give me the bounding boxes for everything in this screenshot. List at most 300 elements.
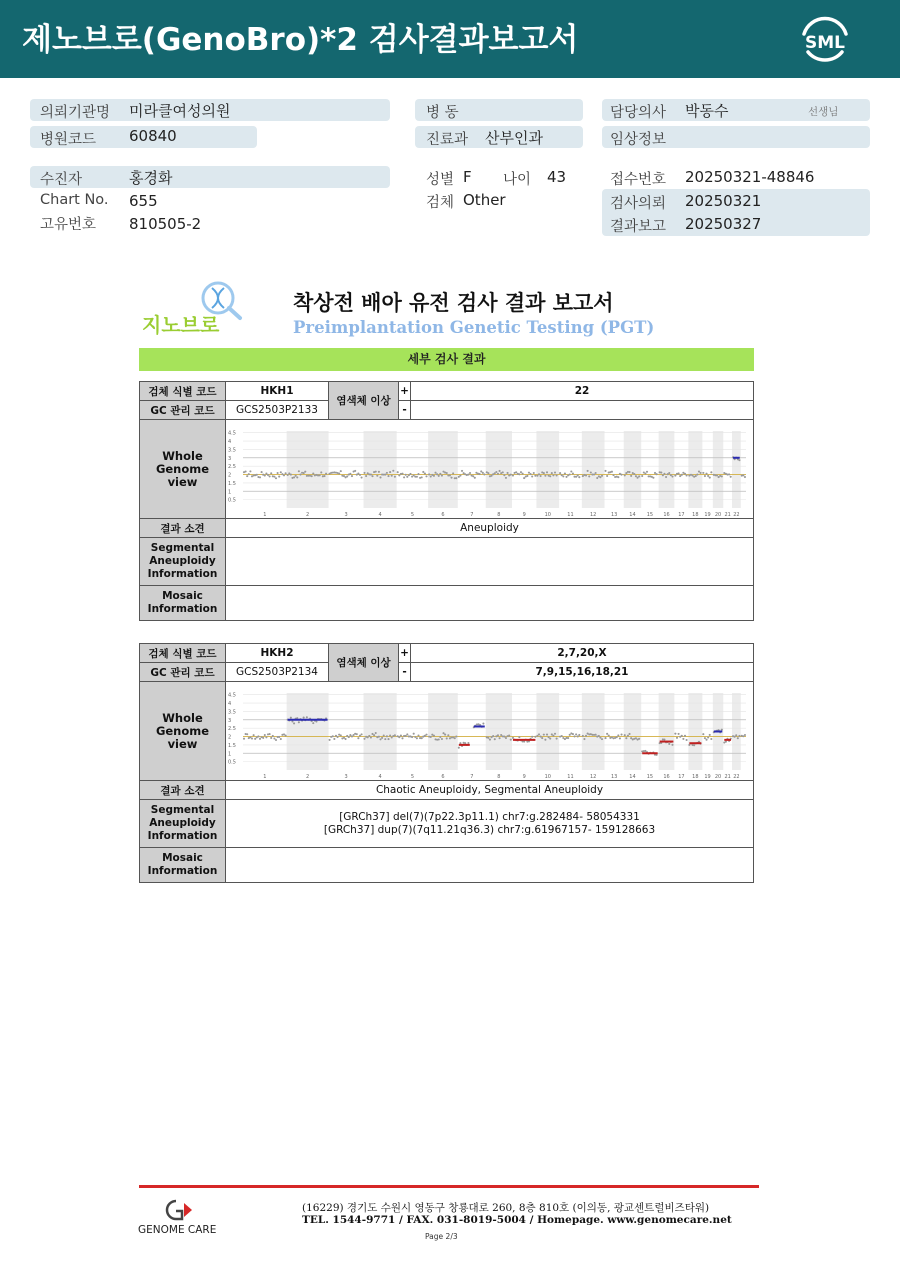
genome-plot [226, 421, 752, 518]
genome-care-logo [136, 1197, 228, 1237]
data-point [495, 470, 497, 472]
data-point [441, 474, 443, 476]
data-point [285, 734, 287, 736]
data-point [707, 736, 709, 738]
id-no-label: 고유번호 [40, 217, 97, 233]
data-point [375, 731, 377, 733]
data-point [357, 472, 359, 474]
chromosome-band [287, 431, 329, 508]
data-point [578, 476, 580, 478]
x-tick-label: 12 [589, 773, 597, 780]
data-point [627, 734, 629, 736]
data-point [401, 472, 403, 474]
data-point [652, 476, 654, 478]
data-point [693, 744, 695, 746]
data-point [345, 737, 347, 739]
segmental-label: Segmental Aneuploidy Information [140, 538, 226, 586]
data-point [554, 471, 556, 473]
data-point [461, 469, 463, 471]
data-point [665, 476, 667, 478]
data-point [381, 736, 383, 738]
data-point [338, 472, 340, 474]
data-point [556, 737, 558, 739]
data-point [363, 737, 365, 739]
genobro-logo-text: 지노브로 [142, 313, 220, 337]
ward-label: 병 동 [426, 105, 459, 121]
data-point [257, 735, 259, 737]
clinical-label: 임상정보 [610, 132, 667, 148]
data-point [438, 738, 440, 740]
data-point [710, 737, 712, 739]
data-point [272, 734, 274, 736]
chromosome-7-series [458, 741, 470, 748]
data-point [704, 474, 706, 476]
data-point [599, 476, 601, 478]
data-point [479, 473, 481, 475]
data-point [570, 470, 572, 472]
data-point [606, 474, 608, 476]
data-point [480, 470, 482, 472]
data-point [406, 733, 408, 735]
data-point [386, 735, 388, 737]
patient-value: 홍경화 [129, 169, 173, 187]
chromosome-7-series [473, 722, 485, 728]
data-point [361, 476, 363, 478]
data-point [704, 737, 706, 739]
data-point [497, 734, 499, 736]
data-point [375, 470, 377, 472]
data-point [295, 474, 297, 476]
data-point [688, 743, 690, 745]
data-point [337, 736, 339, 738]
data-point [684, 734, 686, 736]
data-point [306, 716, 308, 718]
data-point [275, 738, 277, 740]
data-point [668, 471, 670, 473]
sample-code-value: HKH2 [226, 644, 329, 663]
x-tick-label: 13 [610, 511, 618, 518]
data-point [379, 738, 381, 740]
data-point [503, 735, 505, 737]
data-point [543, 472, 545, 474]
x-tick-label: 18 [692, 511, 699, 518]
chromosome-band [486, 431, 512, 508]
data-point [387, 475, 389, 477]
data-point [696, 473, 698, 475]
data-point [738, 734, 740, 736]
data-point [421, 476, 423, 478]
y-tick-label: 0.5 [228, 497, 236, 504]
data-point [734, 735, 736, 737]
gain-value: 22 [411, 382, 754, 401]
data-point [376, 474, 378, 476]
data-point [249, 470, 251, 472]
data-point [583, 737, 585, 739]
data-point [738, 459, 740, 461]
data-point [391, 736, 393, 738]
data-point [401, 737, 403, 739]
data-point [526, 474, 528, 476]
data-point [482, 722, 484, 724]
data-point [578, 733, 580, 735]
x-tick-label: 2 [306, 773, 310, 780]
data-point [540, 475, 542, 477]
data-point [489, 738, 491, 740]
data-point [378, 470, 380, 472]
specimen-label: 검체 [426, 195, 455, 211]
data-point [280, 737, 282, 739]
data-point [599, 736, 601, 738]
data-point [356, 733, 358, 735]
data-point [487, 472, 489, 474]
data-point [500, 733, 502, 735]
y-tick-label: 1.5 [228, 480, 236, 487]
data-point [447, 734, 449, 736]
gain-value: 2,7,20,X [411, 644, 754, 663]
x-tick-label: 6 [441, 773, 445, 780]
data-point [397, 471, 399, 473]
data-point [325, 472, 327, 474]
data-point [624, 474, 626, 476]
data-point [608, 734, 610, 736]
data-point [601, 474, 603, 476]
data-point [628, 732, 630, 734]
loss-value [411, 401, 754, 420]
x-tick-label: 11 [567, 773, 574, 780]
sample-code-label: 검체 식별 코드 [140, 382, 226, 401]
data-point [439, 472, 441, 474]
data-point [507, 471, 509, 473]
sml-logo [796, 12, 854, 64]
data-point [290, 473, 292, 475]
section-title: 세부 검사 결과 [139, 348, 754, 371]
data-point [702, 471, 704, 473]
data-point [421, 737, 423, 739]
data-point [646, 470, 648, 472]
data-point [681, 734, 683, 736]
data-point [533, 471, 535, 473]
chromosome-band [659, 431, 675, 508]
data-point [425, 733, 427, 735]
loss-value: 7,9,15,16,18,21 [411, 663, 754, 682]
loss-sign: - [399, 663, 411, 682]
x-tick-label: 19 [704, 773, 711, 780]
data-point [409, 472, 411, 474]
y-tick-label: 2.5 [228, 725, 236, 732]
data-point [695, 474, 697, 476]
data-point [340, 734, 342, 736]
data-point [259, 476, 261, 478]
data-point [534, 735, 536, 737]
sample-code-label: 검체 식별 코드 [140, 644, 226, 663]
data-point [541, 737, 543, 739]
data-point [275, 477, 277, 479]
data-point [681, 473, 683, 475]
chromosome-band [287, 693, 329, 770]
hospital-code-value: 60840 [129, 127, 177, 145]
x-tick-label: 8 [497, 511, 501, 518]
data-point [508, 734, 510, 736]
data-point [349, 734, 351, 736]
data-point [497, 472, 499, 474]
data-point [577, 735, 579, 737]
data-point [384, 473, 386, 475]
data-point [538, 473, 540, 475]
data-point [454, 737, 456, 739]
data-point [505, 736, 507, 738]
data-point [320, 471, 322, 473]
data-point [620, 733, 622, 735]
data-point [424, 472, 426, 474]
data-point [430, 735, 432, 737]
data-point [544, 474, 546, 476]
x-tick-label: 19 [704, 511, 711, 518]
x-tick-label: 5 [410, 511, 415, 518]
data-point [633, 472, 635, 474]
data-point [406, 475, 408, 477]
data-point [663, 738, 665, 740]
y-tick-label: 1 [228, 750, 232, 757]
data-point [411, 736, 413, 738]
data-point [269, 475, 271, 477]
data-point [441, 737, 443, 739]
doctor-value: 박동수 [685, 102, 729, 120]
sample-table-1 [139, 381, 754, 621]
data-point [416, 475, 418, 477]
hospital-code-label: 병원코드 [40, 132, 97, 148]
data-point [676, 736, 678, 738]
data-point [298, 721, 300, 723]
x-tick-label: 10 [544, 511, 551, 518]
chromosome-band [364, 693, 397, 770]
data-point [304, 470, 306, 472]
chromosome-13-series [604, 469, 622, 477]
chromosome-band [624, 431, 641, 508]
data-point [512, 736, 514, 738]
data-point [370, 736, 372, 738]
data-point [564, 472, 566, 474]
data-point [371, 475, 373, 477]
data-point [312, 722, 314, 724]
data-point [662, 474, 664, 476]
data-point [450, 476, 452, 478]
segmental-value [226, 538, 754, 586]
data-point [556, 474, 558, 476]
data-point [559, 472, 561, 474]
data-point [246, 475, 248, 477]
data-point [536, 474, 538, 476]
data-point [359, 473, 361, 475]
gc-code-label: GC 관리 코드 [140, 401, 226, 420]
data-point [515, 471, 517, 473]
x-tick-label: 18 [692, 773, 699, 780]
data-point [705, 738, 707, 740]
data-point [575, 733, 577, 735]
data-point [491, 474, 493, 476]
data-point [619, 737, 621, 739]
x-tick-label: 22 [733, 773, 740, 780]
data-point [384, 738, 386, 740]
data-point [552, 474, 554, 476]
data-point [635, 475, 637, 477]
data-point [389, 734, 391, 736]
data-point [444, 733, 446, 735]
chromosome-9-series [512, 471, 537, 479]
data-point [505, 476, 507, 478]
data-point [254, 737, 256, 739]
data-point [595, 733, 597, 735]
data-point [430, 475, 432, 477]
data-point [549, 737, 551, 739]
data-point [446, 737, 448, 739]
data-point [730, 475, 732, 477]
data-point [405, 734, 407, 736]
chromosome-band [582, 693, 605, 770]
sex-label: 성별 [426, 172, 455, 188]
gain-sign: + [399, 644, 411, 663]
data-point [433, 474, 435, 476]
report-header-title: 제노브로(GenoBro)*2 검사결과보고서 [22, 22, 579, 58]
data-point [540, 735, 542, 737]
data-point [721, 475, 723, 477]
data-point [361, 733, 363, 735]
data-point [391, 474, 393, 476]
data-point [582, 734, 584, 736]
data-point [398, 736, 400, 738]
data-point [565, 475, 567, 477]
data-point [262, 736, 264, 738]
data-point [620, 473, 622, 475]
doctor-suffix: 선생님 [808, 106, 839, 118]
data-point [499, 737, 501, 739]
age-value: 43 [547, 168, 567, 186]
y-tick-label: 0.5 [228, 759, 236, 766]
x-tick-label: 15 [646, 773, 654, 780]
chromosome-band [659, 693, 675, 770]
y-tick-label: 4 [228, 700, 232, 707]
data-point [354, 469, 356, 471]
data-point [735, 734, 737, 736]
data-point [572, 472, 574, 474]
chromosome-band [536, 431, 559, 508]
data-point [348, 736, 350, 738]
data-point [630, 474, 632, 476]
data-point [459, 742, 461, 744]
data-point [416, 737, 418, 739]
data-point [351, 475, 353, 477]
x-tick-label: 15 [646, 511, 654, 518]
data-point [428, 473, 430, 475]
data-point [433, 734, 435, 736]
data-point [464, 742, 466, 744]
data-point [293, 722, 295, 724]
segmental-label: Segmental Aneuploidy Information [140, 800, 226, 848]
mosaic-label: Mosaic Information [140, 586, 226, 621]
request-label: 검사의뢰 [610, 196, 667, 212]
data-point [246, 733, 248, 735]
data-point [617, 476, 619, 478]
data-point [595, 471, 597, 473]
data-point [278, 475, 280, 477]
data-point [467, 473, 469, 475]
data-point [319, 474, 321, 476]
data-point [668, 742, 670, 744]
patient-pill [30, 166, 390, 188]
data-point [367, 736, 369, 738]
x-tick-label: 7 [470, 773, 474, 780]
institution-value: 미라클여성의원 [129, 102, 231, 120]
data-point [721, 728, 723, 730]
data-point [278, 735, 280, 737]
mosaic-value [226, 586, 754, 621]
data-point [523, 477, 525, 479]
data-point [742, 474, 744, 476]
chromosome-band [688, 693, 702, 770]
dept-value: 산부인과 [485, 129, 543, 147]
x-tick-label: 11 [567, 511, 574, 518]
data-point [290, 716, 292, 718]
data-point [446, 471, 448, 473]
data-point [538, 733, 540, 735]
y-tick-label: 3 [228, 455, 232, 462]
x-tick-label: 14 [629, 773, 636, 780]
data-point [400, 734, 402, 736]
report-title-korean: 착상전 배아 유전 검사 결과 보고서 [293, 291, 614, 315]
data-point [293, 476, 295, 478]
data-point [700, 471, 702, 473]
chromosome-band [688, 431, 702, 508]
report-header [0, 0, 900, 78]
data-point [245, 470, 247, 472]
data-point [638, 475, 640, 477]
data-point [449, 474, 451, 476]
dept-label: 진료과 [426, 132, 469, 148]
data-point [546, 471, 548, 473]
data-point [567, 737, 569, 739]
data-point [359, 734, 361, 736]
data-point [544, 738, 546, 740]
chrom-abn-label: 염색체 이상 [329, 644, 399, 682]
data-point [392, 469, 394, 471]
x-tick-label: 22 [733, 511, 740, 518]
data-point [562, 475, 564, 477]
data-point [370, 473, 372, 475]
data-point [534, 474, 536, 476]
chromosome-band [732, 693, 741, 770]
data-point [469, 471, 471, 473]
y-tick-label: 2 [228, 472, 232, 479]
data-point [575, 475, 577, 477]
data-point [270, 736, 272, 738]
x-tick-label: 8 [497, 773, 501, 780]
footer-address: (16229) 경기도 수원시 영동구 창룡대로 260, 8층 810호 (이의동, 광교센트럴비즈타워) [302, 1202, 710, 1214]
data-point [587, 469, 589, 471]
data-point [417, 734, 419, 736]
reception-label: 접수번호 [610, 172, 667, 188]
data-point [716, 474, 718, 476]
data-point [383, 734, 385, 736]
data-point [264, 733, 266, 735]
data-point [389, 471, 391, 473]
x-tick-label: 7 [470, 511, 474, 518]
sml-logo-text: SML [805, 33, 845, 53]
data-point [311, 475, 313, 477]
chromosome-5-series [397, 732, 428, 739]
data-point [686, 474, 688, 476]
y-tick-label: 1.5 [228, 742, 236, 749]
data-point [251, 737, 253, 739]
data-point [474, 476, 476, 478]
